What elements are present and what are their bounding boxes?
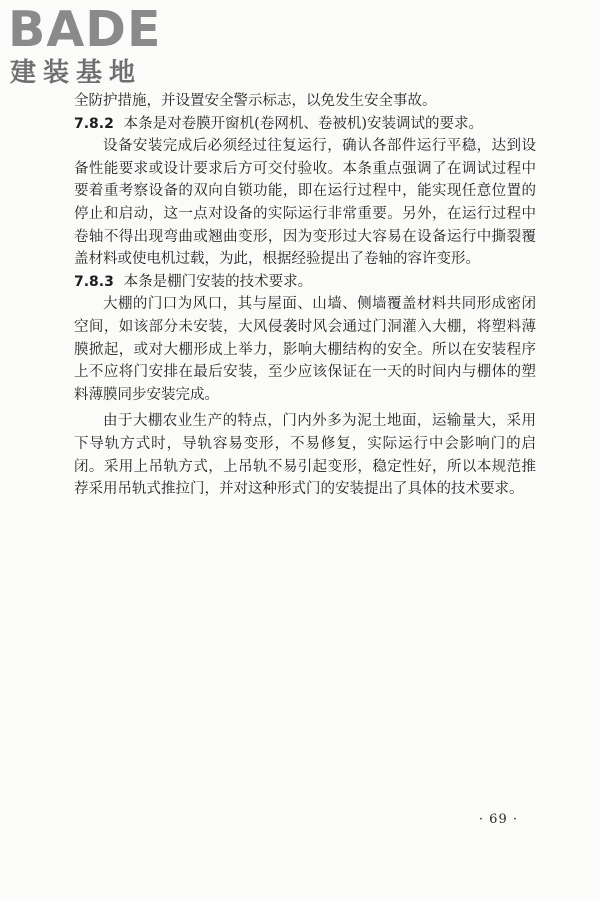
section-heading-7-8-3 — [74, 271, 536, 294]
section-title: 本条是对卷膜开窗机(卷网机、卷被机)安装调试的要求。 — [123, 115, 483, 132]
watermark-logo — [8, 1, 178, 88]
section-title: 本条是棚门安装的技术要求。 — [123, 273, 313, 290]
body-paragraph: 设备安装完成后必须经过往复运行，确认各部件运行平稳，达到设备性能要求或设计要求后方可交付验收。本条重点强调了在调试过程中要着重考察设备的双向自锁功能，即在运行过程中，能实现任意位置的停止和启动，这一点对设备的实际运行非常重要。另外，在运行过程中卷轴不得出现弯曲或翘曲变形，因为变形过大容易在设备运行中撕裂覆盖材料或使电机过载，为此，根据经验提出了卷轴的容许变形。 — [74, 138, 536, 268]
page-number: · 69 · — [478, 812, 518, 827]
section-number: 7.8.3 — [74, 273, 114, 290]
section-heading-7-8-2 — [74, 113, 536, 136]
document-body — [74, 90, 536, 501]
paragraph-text: 全防护措施，并设置安全警示标志，以免发生安全事故。 — [74, 93, 437, 109]
logo-wordmark: BADE — [8, 1, 162, 58]
section-number: 7.8.2 — [74, 115, 114, 132]
continuation-paragraph — [74, 90, 536, 113]
body-paragraph: 由于大棚农业生产的特点，门内外多为泥土地面，运输量大，采用下导轨方式时，导轨容易变形，不易修复，实际运行中会影响门的启闭。采用上吊轨方式，上吊轨不易引起变形，稳定性好，所以本规范推荐采用吊轨式推拉门，并对这种形式门的安装提出了具体的技术要求。 — [74, 413, 536, 498]
logo-subtitle: 建装基地 — [10, 58, 143, 88]
body-paragraph: 大棚的门口为风口，其与屋面、山墙、侧墙覆盖材料共同形成密闭空间，如该部分未安装，大风侵袭时风会通过门洞灌入大棚，将塑料薄膜掀起，或对大棚形成上举力，影响大棚结构的安全。所以在安装程序上不应将门安排在最后安装，至少应该保证在一天的时间内与棚体的塑料薄膜同步安装完成。 — [74, 296, 536, 403]
